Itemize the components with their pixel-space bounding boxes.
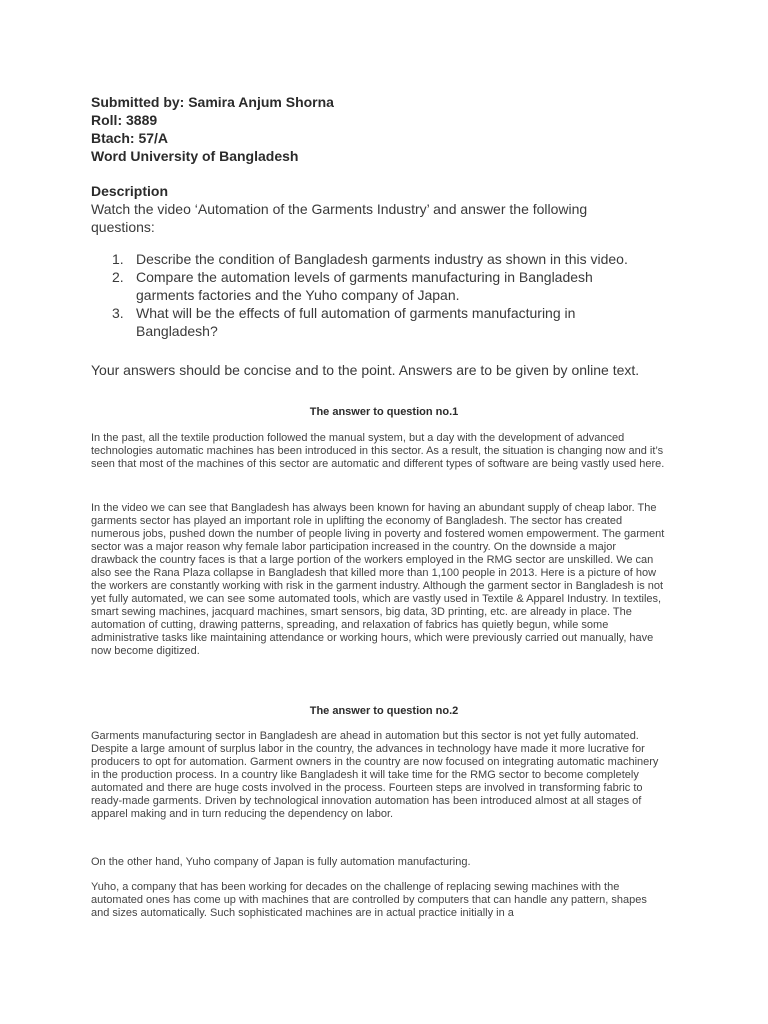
submission-header <box>91 93 334 165</box>
answer-2-paragraph: On the other hand, Yuho company of Japan is fully automation manufacturing. <box>91 856 471 868</box>
question-text: What will be the effects of full automation of garments manufacturing in Bangladesh? <box>136 305 576 339</box>
description-section <box>91 182 651 340</box>
batch: Btach: 57/A <box>91 130 169 146</box>
answer-2-paragraph: Garments manufacturing sector in Bangladesh are ahead in automation but this sector is not yet fully automated. Despite a large amount of surplus labor in the country, the advances in technology have made it more lucrative for producers to opt for automation. Garment owners in the country are now focused on integrating automatic machinery in the production process. In a country like Bangladesh it will take time for the RMG sector to become completely automated and there are huge costs involved in the process. Fourteen steps are involved in transforming fabric to ready-made garments. Driven by technological innovation automation has been introduced almost at all stages of apparel making and in turn reducing the dependency on labor. <box>91 730 659 820</box>
instructions-text: Your answers should be concise and to the point. Answers are to be given by online text. <box>91 362 640 378</box>
answer-2-heading: The answer to question no.2 <box>309 705 459 717</box>
question-number: 2. <box>112 269 124 285</box>
submitted-by: Submitted by: Samira Anjum Shorna <box>91 94 334 110</box>
question-text: Compare the automation levels of garments manufacturing in Bangladesh garments factories and the Yuho company of Japan. <box>136 269 593 303</box>
question-text: Describe the condition of Bangladesh garments industry as shown in this video. <box>136 251 628 267</box>
question-item <box>91 268 651 304</box>
answer-2-paragraph: Yuho, a company that has been working for decades on the challenge of replacing sewing machines with the automated ones has come up with machines that are controlled by computers that can handle any pattern, shapes and sizes automatically. Such sophisticated machines are in actual practice initially in a <box>91 881 647 919</box>
question-number: 3. <box>112 305 124 321</box>
question-item <box>91 304 651 340</box>
university-name: Word University of Bangladesh <box>91 148 299 164</box>
roll-number: Roll: 3889 <box>91 112 158 128</box>
answer-1-paragraph: In the past, all the textile production followed the manual system, but a day with the development of advanced technologies automatic machines has been introduced in this sector. As a result, the situation is changing now and it’s seen that most of the machines of this sector are automatic and different types of software are being vastly used here. <box>91 432 665 470</box>
question-list <box>91 250 651 340</box>
question-item <box>91 250 651 268</box>
description-heading: Description <box>91 183 169 199</box>
question-number: 1. <box>112 251 124 267</box>
answer-1-paragraph: In the video we can see that Bangladesh has always been known for having an abundant supply of cheap labor. The garments sector has played an important role in uplifting the economy of Bangladesh. The sector has created numerous jobs, pushed down the number of people living in poverty and fostered women empowerment. The garment sector was a major reason why female labor participation increased in the country. On the downside a major drawback the country faces is that a large portion of the workers employed in the RMG sector are unskilled. We can also see the Rana Plaza collapse in Bangladesh that killed more than 1,100 people in 2013. Here is a picture of how the workers are constantly working with risk in the garment industry. Although the garment sector in Bangladesh is not yet fully automated, we can see some automated tools, which are vastly used in Textile & Apparel Industry. In textiles, smart sewing machines, jacquard machines, smart sensors, big data, 3D printing, etc. are already in place. The automation of cutting, drawing patterns, spreading, and relaxation of fabrics has quietly begun, while some administrative tasks like maintaining attendance or working hours, which were previously carried out manually, have now become digitized. <box>91 502 665 657</box>
description-intro: Watch the video ‘Automation of the Garments Industry’ and answer the following questions: <box>91 201 588 235</box>
answer-1-heading: The answer to question no.1 <box>309 406 459 418</box>
